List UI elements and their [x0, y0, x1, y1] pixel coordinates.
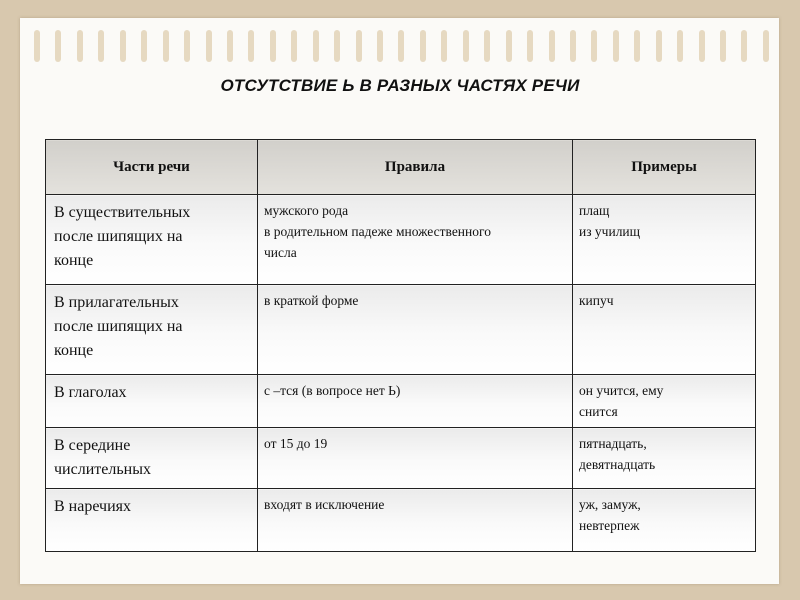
- table-row-adjectives: [46, 285, 756, 375]
- binder-hole: [98, 30, 104, 62]
- rule-line: числа: [264, 245, 297, 260]
- part-line: В наречиях: [54, 498, 132, 515]
- rules-table: [45, 139, 756, 552]
- binder-hole: [699, 30, 705, 62]
- example-line: кипуч: [579, 293, 614, 308]
- example-line: невтерпеж: [579, 518, 640, 533]
- part-line: после шипящих на: [54, 318, 183, 335]
- rule-cell: [258, 195, 573, 285]
- header-examples: Примеры: [573, 140, 756, 195]
- binder-holes: [34, 30, 769, 76]
- binder-hole: [120, 30, 126, 62]
- binder-hole: [141, 30, 147, 62]
- rule-line: входят в исключение: [264, 497, 385, 512]
- part-cell: [46, 489, 258, 552]
- part-cell: [46, 375, 258, 428]
- example-line: уж, замуж,: [579, 497, 641, 512]
- binder-hole: [313, 30, 319, 62]
- binder-hole: [441, 30, 447, 62]
- part-cell: [46, 428, 258, 489]
- binder-hole: [741, 30, 747, 62]
- table-row-numerals: [46, 428, 756, 489]
- binder-hole: [613, 30, 619, 62]
- rule-cell: [258, 428, 573, 489]
- header-rules: Правила: [258, 140, 573, 195]
- part-line: В глаголах: [54, 384, 127, 401]
- example-cell: [573, 195, 756, 285]
- part-line: В середине: [54, 437, 131, 454]
- binder-hole: [634, 30, 640, 62]
- binder-hole: [77, 30, 83, 62]
- binder-hole: [34, 30, 40, 62]
- part-line: конце: [54, 342, 94, 359]
- part-cell: [46, 285, 258, 375]
- binder-hole: [720, 30, 726, 62]
- table-row-nouns: [46, 195, 756, 285]
- binder-hole: [184, 30, 190, 62]
- example-cell: [573, 375, 756, 428]
- binder-hole: [420, 30, 426, 62]
- rule-cell: [258, 375, 573, 428]
- page-title: ОТСУТСТВИЕ Ь В РАЗНЫХ ЧАСТЯХ РЕЧИ: [220, 76, 580, 95]
- table-header-row: [46, 140, 756, 195]
- rule-cell: [258, 489, 573, 552]
- binder-hole: [677, 30, 683, 62]
- example-cell: [573, 428, 756, 489]
- rule-line: в краткой форме: [264, 293, 359, 308]
- binder-hole: [591, 30, 597, 62]
- example-cell: [573, 489, 756, 552]
- part-line: конце: [54, 252, 94, 269]
- rule-line: с –тся (в вопросе нет Ь): [264, 383, 401, 398]
- example-line: пятнадцать,: [579, 436, 647, 451]
- binder-hole: [334, 30, 340, 62]
- binder-hole: [484, 30, 490, 62]
- binder-hole: [206, 30, 212, 62]
- binder-hole: [163, 30, 169, 62]
- example-line: он учится, ему: [579, 383, 664, 398]
- binder-hole: [527, 30, 533, 62]
- binder-hole: [656, 30, 662, 62]
- binder-hole: [763, 30, 769, 62]
- rule-line: мужского рода: [264, 203, 349, 218]
- binder-hole: [356, 30, 362, 62]
- binder-hole: [291, 30, 297, 62]
- example-cell: [573, 285, 756, 375]
- binder-hole: [570, 30, 576, 62]
- part-line: В существительных: [54, 204, 191, 221]
- binder-hole: [398, 30, 404, 62]
- binder-hole: [463, 30, 469, 62]
- binder-hole: [506, 30, 512, 62]
- example-line: плащ: [579, 203, 610, 218]
- example-line: из училищ: [579, 224, 641, 239]
- part-line: В прилагательных: [54, 294, 179, 311]
- binder-hole: [549, 30, 555, 62]
- example-line: снится: [579, 404, 618, 419]
- binder-hole: [227, 30, 233, 62]
- binder-hole: [248, 30, 254, 62]
- table-row-verbs: [46, 375, 756, 428]
- rule-cell: [258, 285, 573, 375]
- example-line: девятнадцать: [579, 457, 656, 472]
- header-parts-of-speech: Части речи: [46, 140, 258, 195]
- binder-hole: [377, 30, 383, 62]
- part-cell: [46, 195, 258, 285]
- part-line: числительных: [54, 461, 151, 478]
- rule-line: от 15 до 19: [264, 436, 328, 451]
- part-line: после шипящих на: [54, 228, 183, 245]
- binder-hole: [270, 30, 276, 62]
- rule-line: в родительном падеже множественного: [264, 224, 491, 239]
- binder-hole: [55, 30, 61, 62]
- table-row-adverbs: [46, 489, 756, 552]
